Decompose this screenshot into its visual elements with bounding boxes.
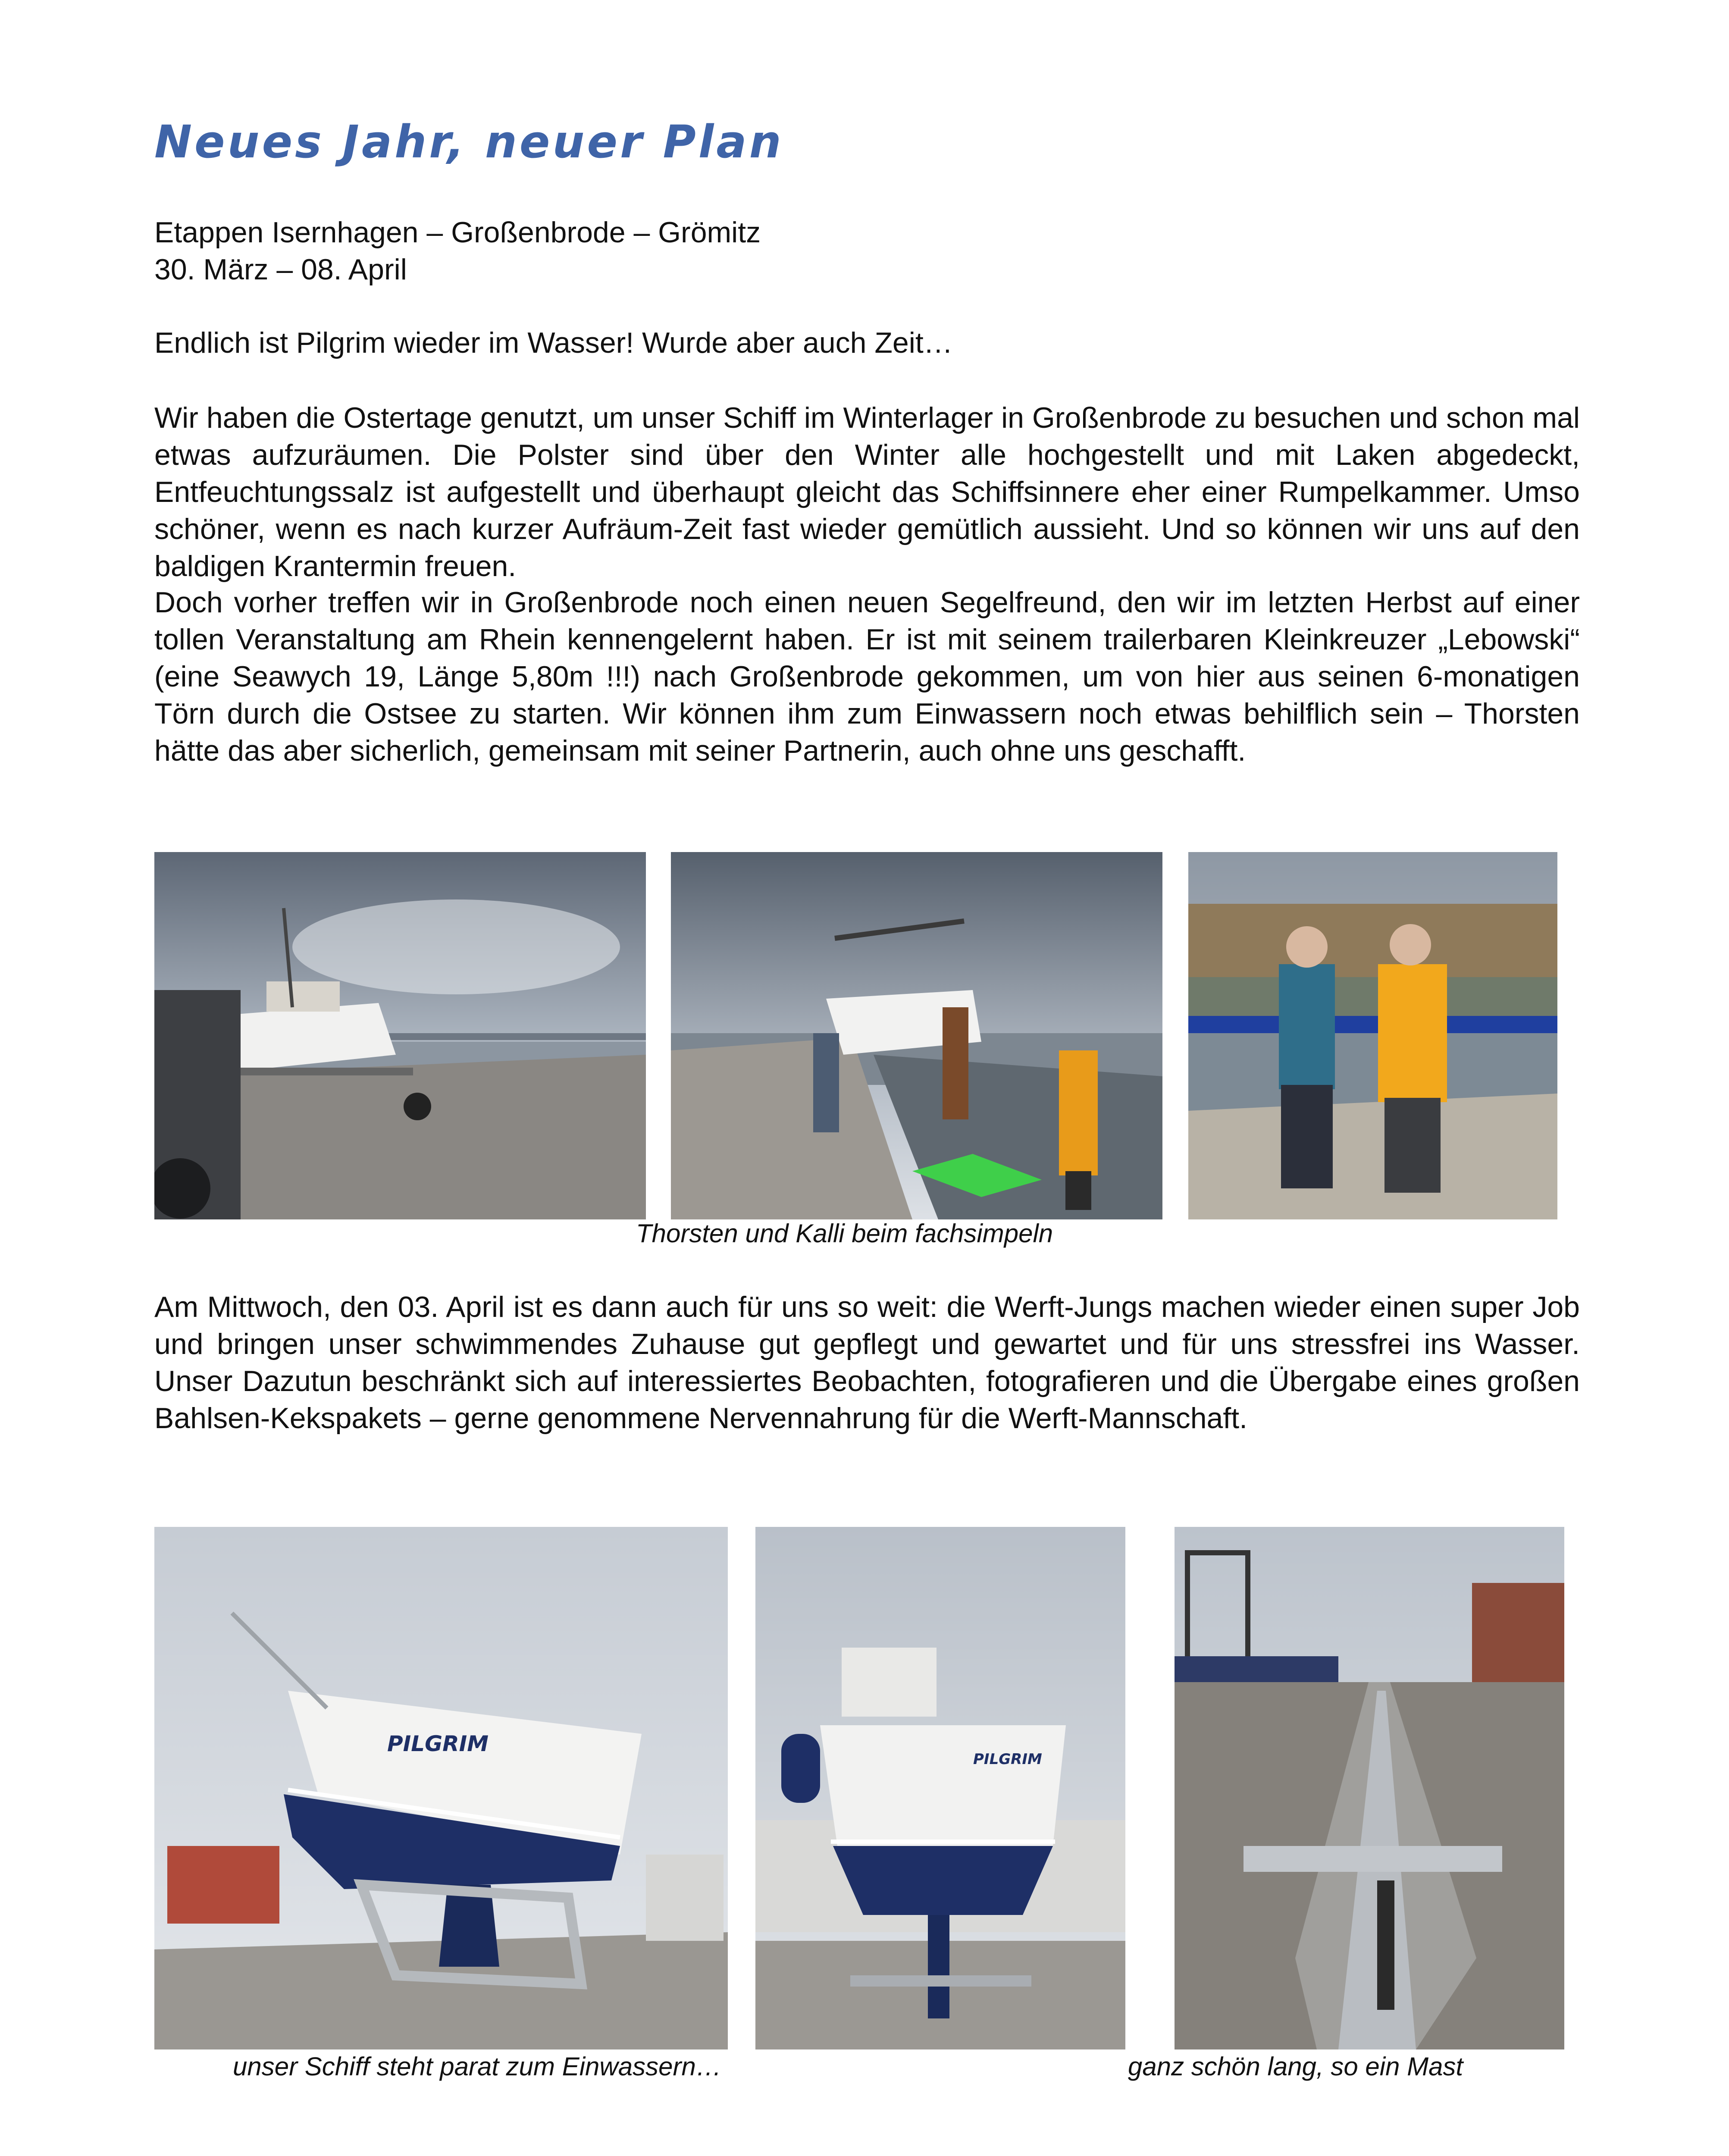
page-title: Neues Jahr, neuer Plan (154, 116, 784, 168)
photo-mast-on-ground (1175, 1527, 1564, 2049)
paragraph-launch-day: Am Mittwoch, den 03. April ist es dann auch für uns so weit: die Werft-Jungs machen wieder einen super Job und bringen unser schwimmendes Zuhause gut gepflegt und gewartet und für uns stressfrei ins Wasser. Unser Dazutun beschränkt sich auf interessiertes Beobachten, fotografieren und die Übergabe eines großen Bahlsen-Kekspakets – gerne genommene Nervennahrung für die Werft-Mannschaft. (154, 1291, 1580, 1435)
caption-fachsimpeln: Thorsten und Kalli beim fachsimpeln (636, 1219, 1053, 1248)
caption-long-mast: ganz schön lang, so ein Mast (1128, 2052, 1463, 2081)
photo-launching-small-boat (671, 852, 1162, 1219)
intro-paragraph: Endlich ist Pilgrim wieder im Wasser! Wurde aber auch Zeit… (154, 326, 953, 359)
photo-pilgrim-stern-view (755, 1527, 1125, 2049)
paragraph-sailing-friend: Doch vorher treffen wir in Großenbrode noch einen neuen Segelfreund, den wir im letzten Herbst auf einer tollen Veranstaltung am Rhein kennengelernt haben. Er ist mit seinem trailerbaren Kleinkreuzer „Lebowski“ (eine Seawych 19, Länge 5,80m !!!) nach Großenbrode gekommen, um von hier aus seinen 6-monatigen Törn durch die Ostsee zu starten. Wir können ihm zum Einwassern noch etwas behilflich sein – Thorsten hätte das aber sicherlich, gemeinsam mit seiner Partnerin, auch ohne uns geschafft. (154, 586, 1580, 767)
caption-ready-to-launch: unser Schiff steht parat zum Einwassern… (233, 2052, 722, 2081)
photo-small-boat-on-trailer (154, 852, 646, 1219)
stages-line: Etappen Isernhagen – Großenbrode – Grömitz (154, 216, 761, 249)
boat-name-label-stern: PILGRIM (973, 1751, 1042, 1768)
photo-pilgrim-side-view (154, 1527, 728, 2049)
paragraph-winter-storage: Wir haben die Ostertage genutzt, um unser Schiff im Winterlager in Großenbrode zu besuchen und schon mal etwas aufzuräumen. Die Polster sind über den Winter alle hochgestellt und mit Laken abgedeckt, Entfeuchtungssalz ist aufgestellt und überhaupt gleicht das Schiffsinnere eher einer Rumpelkammer. Umso schöner, wenn es nach kurzer Aufräum-Zeit fast wieder gemütlich aussieht. Und so können wir uns auf den baldigen Krantermin freuen. (154, 401, 1580, 583)
photo-two-men-on-jetty (1188, 852, 1557, 1219)
boat-name-label-side: PILGRIM (387, 1731, 489, 1756)
dates-line: 30. März – 08. April (154, 253, 407, 286)
